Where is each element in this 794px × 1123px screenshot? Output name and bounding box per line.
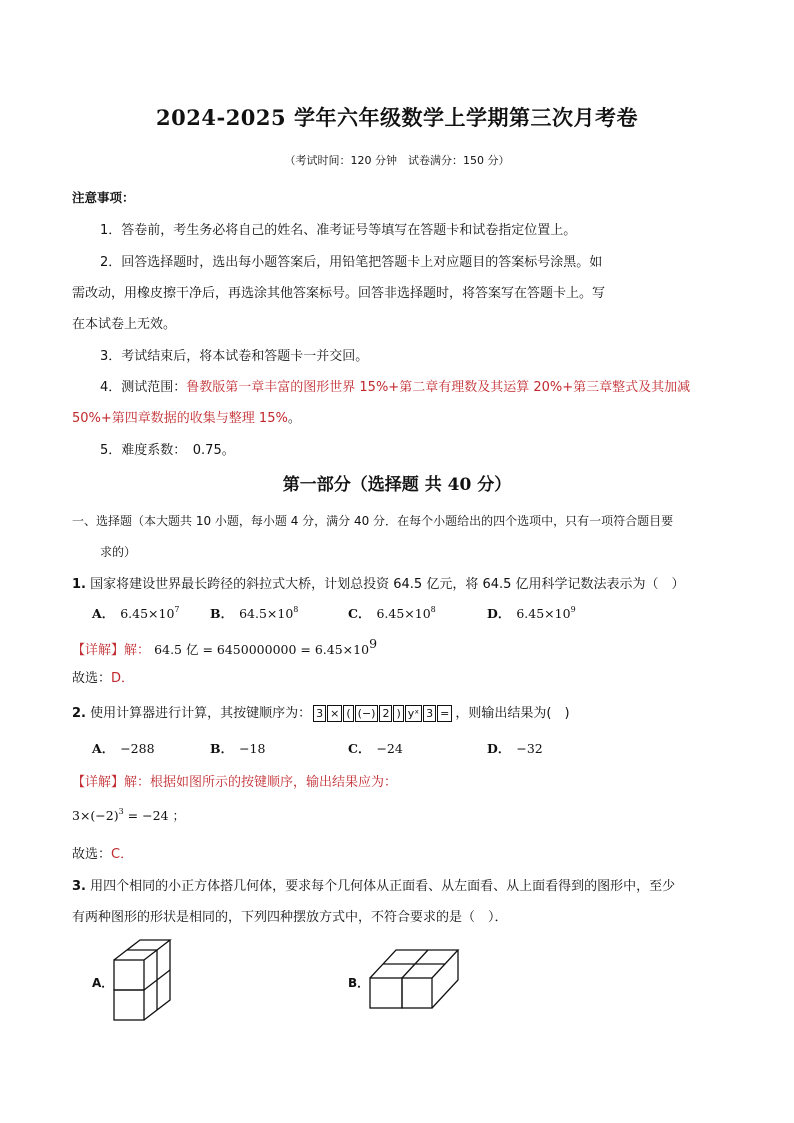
question-number: 1. (72, 577, 86, 592)
page-title: 2024-2025 学年六年级数学上学期第三次月考卷 (156, 105, 638, 130)
notice-heading: 注意事项： (72, 190, 135, 205)
q1-detail (72, 636, 377, 658)
test-scope-text: 鲁教版第一章丰富的图形世界 15%+第二章有理数及其运算 20%+第三章整式及其加减 (186, 380, 691, 395)
question-text: 用四个相同的小正方体搭几何体，要求每个几何体从正面看、从左面看、从上面看得到的图形中，至少 (90, 879, 676, 894)
test-scope-text-continued: 50%+第四章数据的收集与整理 15% (72, 411, 288, 426)
q2-answer (72, 843, 133, 862)
exam-subtitle: （考试时间：120 分钟 试卷满分：150 分） (284, 154, 510, 167)
q2-option-c[interactable]: C． −24 (348, 741, 403, 756)
notice-item-2-line-3: 在本试卷上无效。 (72, 317, 177, 332)
calculator-key: 2 (379, 705, 392, 722)
q2-option-b[interactable]: B． −18 (210, 741, 266, 756)
notice-item-1: 1．答卷前，考生务必将自己的姓名、准考证号等填写在答题卡和试卷指定位置上。 (100, 223, 577, 238)
q1-option-d[interactable]: D． $6.45\times 10^9$ (487, 605, 576, 621)
section-intro-line-1: 一、选择题（本大题共 10 小题，每小题 4 分，满分 40 分．在每个小题给出的四个选项中，只有一项符合题目要 (72, 514, 674, 528)
notice-item-2-line-2: 需改动，用橡皮擦干净后，再选涂其他答案标号。回答非选择题时，将答案写在答题卡上。写 (72, 286, 606, 301)
answer-suffix: ． (120, 847, 134, 862)
notice-item-3: 3．考试结束后，将本试卷和答题卡一并交回。 (100, 349, 369, 364)
notice-item-4-prefix: 4．测试范围： (100, 380, 187, 395)
question-2 (72, 702, 570, 722)
notice-item-4-line-2 (72, 407, 301, 426)
detail-exponent: 3 (118, 807, 124, 816)
q3-option-a[interactable]: A． (92, 976, 114, 990)
calculator-key: = (437, 705, 452, 722)
section-intro-line-2: 求的） (100, 545, 137, 559)
answer-letter: C (111, 847, 121, 862)
q3-option-b[interactable]: B． (348, 976, 370, 990)
calculator-key: × (327, 705, 342, 722)
calculator-key: 3 (423, 705, 436, 722)
calculator-key: (−) (355, 705, 379, 722)
question-number: 2. (72, 706, 86, 721)
answer-prefix: 故选： (72, 671, 112, 686)
calculator-key: yˣ (405, 705, 422, 722)
calculator-key: ( (343, 705, 353, 722)
question-3 (72, 875, 675, 894)
detail-exponent: 9 (369, 636, 378, 651)
q2-detail (72, 771, 397, 790)
q1-option-b[interactable]: B． $64.5\times 10^8$ (210, 605, 299, 621)
question-text-end: ，则输出结果为( ) (455, 706, 570, 721)
section-title: 第一部分（选择题 共 40 分） (282, 475, 512, 495)
q2-option-a[interactable]: A． −288 (92, 741, 155, 756)
notice-item-5: 5．难度系数： 0.75。 (100, 443, 235, 458)
detail-label: 【详解】 (72, 775, 125, 790)
q1-answer (72, 667, 134, 686)
question-number: 3. (72, 879, 86, 894)
cube-figure-b (366, 946, 466, 1012)
q2-option-d[interactable]: D． −32 (487, 741, 543, 756)
detail-colon: 解： (124, 643, 151, 658)
notice-item-4-suffix: 。 (287, 411, 301, 426)
cube-figure-a (108, 936, 188, 1028)
answer-prefix: 故选： (72, 847, 112, 862)
q1-option-c[interactable]: C． $6.45\times 10^8$ (348, 605, 436, 621)
question-3-line-2: 有两种图形的形状是相同的，下列四种摆放方式中，不符合要求的是（ ）． (72, 910, 508, 925)
q1-option-a[interactable]: A． $6.45\times 10^7$ (92, 605, 180, 621)
detail-label: 【详解】 (72, 643, 125, 658)
calculator-key: 3 (313, 705, 326, 722)
question-text: 使用计算器进行计算，其按键顺序为： (90, 706, 312, 721)
calculator-key: ) (393, 705, 403, 722)
q2-detail-math (72, 806, 185, 824)
detail-math: 3×(−2) (72, 808, 119, 823)
answer-letter: D (111, 671, 122, 686)
answer-suffix: ． (121, 671, 135, 686)
notice-item-4-line-1 (100, 376, 690, 395)
question-1 (72, 573, 685, 592)
detail-text: 解：根据如图所示的按键顺序，输出结果应为： (124, 775, 398, 790)
calculator-key-sequence (313, 705, 453, 722)
question-text: 国家将建设世界最长跨径的斜拉式大桥，计划总投资 64.5 亿元，将 64.5 亿用科学记数法表示为（ ） (90, 577, 685, 592)
detail-math-result: = −24 ； (123, 808, 185, 823)
notice-item-2-line-1: 2．回答选择题时，选出每小题答案后，用铅笔把答题卡上对应题目的答案标号涂黑。如 (100, 255, 603, 270)
detail-math: 64.5 亿 = 6450000000 = 6.45×10 (154, 642, 370, 657)
